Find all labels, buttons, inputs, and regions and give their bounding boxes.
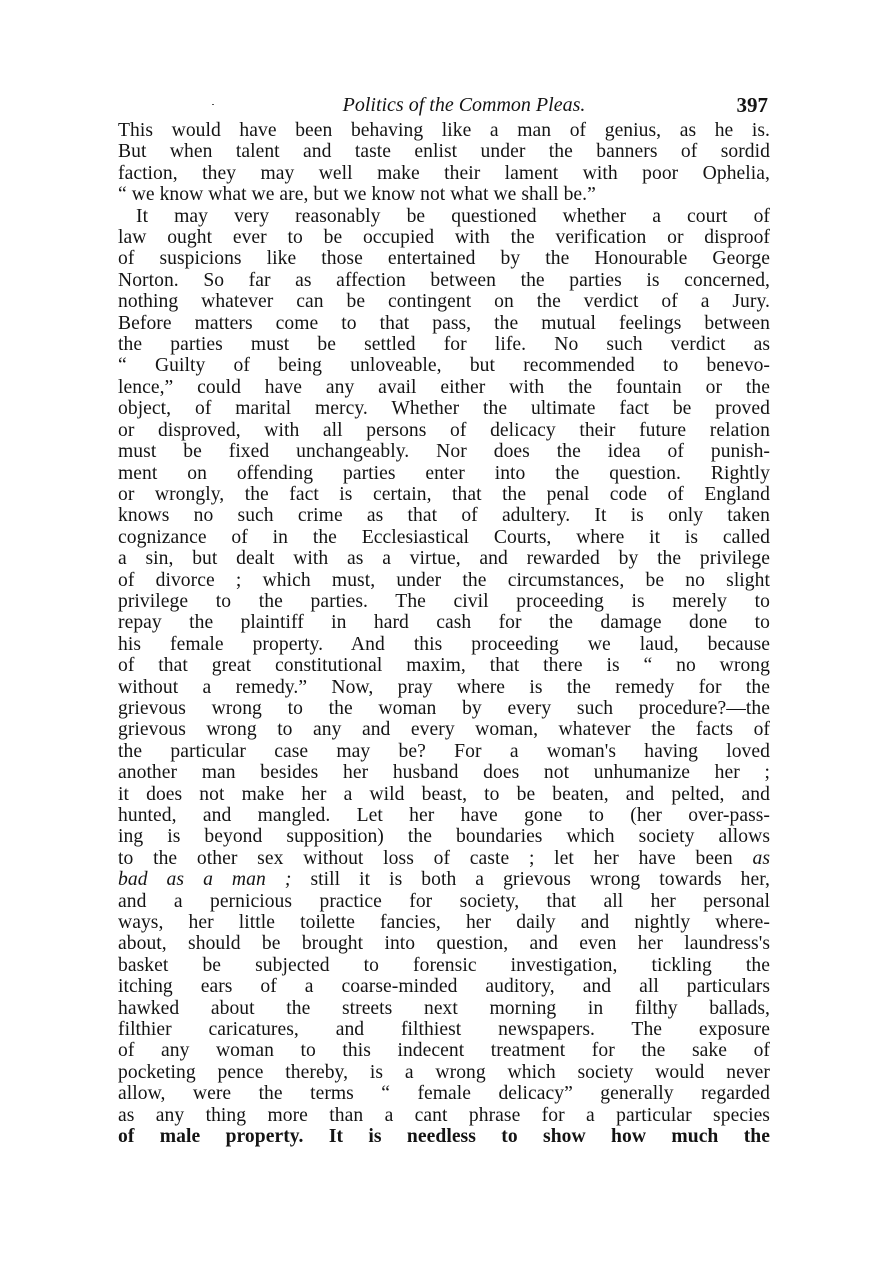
text-line: object, of marital mercy. Whether the ultimate fact be proved: [118, 398, 770, 420]
text-line: basket be subjected to forensic investigation, tickling the: [118, 954, 770, 976]
text-line: of male property. It is needless to show how much the: [118, 1126, 770, 1148]
running-title: Politics of the Common Pleas.: [342, 94, 586, 116]
text-line: This would have been behaving like a man of genius, as he is.: [118, 120, 770, 141]
text-line: Norton. So far as affection between the parties is concerned,: [118, 269, 770, 291]
running-head: [118, 92, 770, 118]
text-line: of any woman to this indecent treatment for the sake of: [118, 1040, 770, 1062]
text-line: ment on offending parties enter into the question. Rightly: [118, 462, 770, 484]
text-line: the parties must be settled for life. No such verdict as: [118, 334, 770, 356]
text-line: it does not make her a wild beast, to be beaten, and pelted, and: [118, 783, 770, 805]
text-line-with-italic-end: [118, 848, 770, 869]
text-line: ing is beyond supposition) the boundaries which society allows: [118, 826, 770, 848]
text-line: grievous wrong to the woman by every such procedure?—the: [118, 697, 770, 719]
text-line: or wrongly, the fact is certain, that the penal code of England: [118, 483, 770, 505]
text-line: allow, were the terms “ female delicacy” generally regarded: [118, 1083, 770, 1105]
body-text: [118, 120, 770, 1148]
text-fragment: still it is both a grievous wrong towards her,: [310, 869, 771, 891]
text-line: “ we know what we are, but we know not what we shall be.”: [118, 184, 596, 206]
text-line: law ought ever to be occupied with the verification or disproof: [118, 227, 770, 249]
text-line: a sin, but dealt with as a virtue, and rewarded by the privilege: [118, 548, 770, 570]
text-line: as any thing more than a cant phrase for a particular species: [118, 1104, 770, 1126]
text-line: another man besides her husband does not unhumanize her ;: [118, 762, 770, 784]
italic-fragment: bad as a man ;: [118, 869, 292, 891]
text-line: his female property. And this proceeding we laud, because: [118, 633, 770, 655]
text-line: faction, they may well make their lament with poor Ophelia,: [118, 162, 770, 184]
text-line: must be fixed unchangeably. Nor does the idea of punish-: [118, 441, 770, 463]
text-line: hawked about the streets next morning in filthy ballads,: [118, 997, 770, 1019]
text-line: “ Guilty of being unloveable, but recommended to benevo-: [118, 355, 770, 377]
text-line: the particular case may be? For a woman's having loved: [118, 740, 770, 762]
page-number: 397: [736, 93, 768, 117]
text-line: of that great constitutional maxim, that there is “ no wrong: [118, 655, 770, 677]
text-line: filthier caricatures, and filthiest newspapers. The exposure: [118, 1019, 770, 1041]
text-line: lence,” could have any avail either with the fountain or the: [118, 376, 770, 398]
text-line: grievous wrong to any and every woman, whatever the facts of: [118, 719, 770, 741]
text-line: privilege to the parties. The civil proceeding is merely to: [118, 590, 770, 612]
text-line: and a pernicious practice for society, that all her personal: [118, 890, 770, 912]
text-line: nothing whatever can be contingent on the verdict of a Jury.: [118, 291, 770, 313]
text-fragment: to the other sex without loss of caste ; let her have been: [118, 847, 733, 869]
text-line: itching ears of a coarse-minded auditory, and all particulars: [118, 976, 770, 998]
italic-fragment: as: [752, 847, 770, 869]
text-line-with-italic-start: [118, 869, 770, 890]
text-line: or disproved, with all persons of delicacy their future relation: [118, 419, 770, 441]
text-line: But when talent and taste enlist under the banners of sordid: [118, 141, 770, 163]
text-line: knows no such crime as that of adultery. It is only taken: [118, 505, 770, 527]
text-line: Before matters come to that pass, the mutual feelings between: [118, 312, 770, 334]
book-page: [118, 92, 770, 1148]
text-line: cognizance of in the Ecclesiastical Courts, where it is called: [118, 526, 770, 548]
text-line: pocketing pence thereby, is a wrong which society would never: [118, 1061, 770, 1083]
text-line: hunted, and mangled. Let her have gone to (her over-pass-: [118, 805, 770, 826]
text-line: ways, her little toilette fancies, her daily and nightly where-: [118, 912, 770, 934]
text-line: repay the plaintiff in hard cash for the damage done to: [118, 612, 770, 634]
text-line: of divorce ; which must, under the circumstances, be no slight: [118, 569, 770, 591]
paragraph-start-line: It may very reasonably be questioned whether a court of: [136, 205, 770, 227]
text-line: about, should be brought into question, and even her laundress's: [118, 933, 770, 955]
text-line: of suspicions like those entertained by the Honourable George: [118, 248, 770, 270]
text-line: without a remedy.” Now, pray where is the remedy for the: [118, 676, 770, 698]
